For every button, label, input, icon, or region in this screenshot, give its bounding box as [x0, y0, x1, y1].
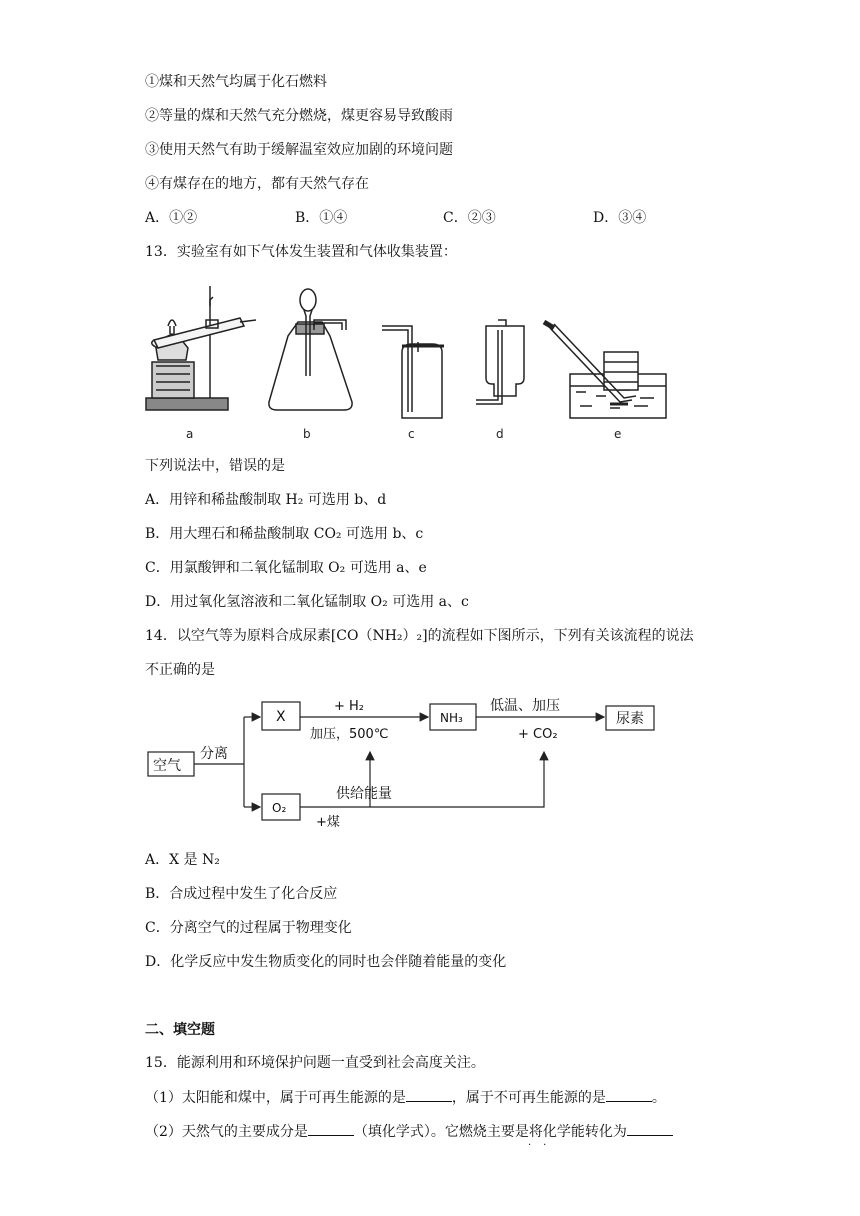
label-c: c	[408, 427, 415, 441]
label-e: e	[614, 427, 622, 441]
q12-option-b: B．①④	[295, 210, 348, 226]
apparatus-e	[544, 322, 666, 418]
q12-option-d: D．③④	[593, 210, 647, 226]
label-a: a	[186, 427, 194, 441]
q13-option-b: B．用大理石和稀盐酸制取 CO₂ 可选用 b、c	[145, 526, 424, 542]
text-condition: 加压，500℃	[310, 727, 389, 742]
text-x: X	[276, 709, 286, 725]
q15-part2	[145, 1121, 673, 1142]
apparatus-labels	[186, 427, 621, 441]
q13-option-d: D．用过氧化氢溶液和二氧化锰制取 O₂ 可选用 a、c	[145, 594, 469, 610]
text-plus-h2: + H₂	[334, 699, 365, 714]
apparatus-a	[146, 286, 256, 410]
q13-question: 下列说法中，错误的是	[145, 458, 285, 474]
text-energy: 供给能量	[336, 786, 392, 802]
q15-2a: （2）天然气的主要成分是	[145, 1124, 308, 1140]
q14-stem-line1: 14．以空气等为原料合成尿素[CO（NH₂）₂]的流程如下图所示，下列有关该流程的说法	[145, 628, 694, 644]
apparatus-d	[476, 320, 524, 404]
blank-formula[interactable]	[308, 1121, 354, 1136]
q15-1c: 。	[651, 1090, 666, 1106]
label-d: d	[496, 427, 504, 441]
q12-options	[145, 208, 705, 228]
q14-option-c: C．分离空气的过程属于物理变化	[145, 920, 352, 936]
text-separate: 分离	[200, 746, 228, 762]
text-plus-coal: +煤	[316, 815, 340, 830]
text-air: 空气	[153, 758, 181, 774]
q12-statement-3: ③使用天然气有助于缓解温室效应加剧的环境问题	[145, 142, 453, 158]
q13-option-a: A．用锌和稀盐酸制取 H₂ 可选用 b、d	[145, 492, 387, 508]
q12-statement-2: ②等量的煤和天然气充分燃烧，煤更容易导致酸雨	[145, 108, 453, 124]
section-heading: 二、填空题	[145, 1022, 215, 1038]
q12-statement-1: ①煤和天然气均属于化石燃料	[145, 74, 327, 90]
text-o2: O₂	[272, 801, 287, 815]
q14-option-a: A．X 是 N₂	[145, 852, 220, 868]
text-urea: 尿素	[616, 711, 644, 727]
text-plus-co2: + CO₂	[518, 727, 558, 742]
q12-option-c: C．②③	[443, 210, 496, 226]
q15-2b: （填化学式）。它燃烧主要是将化学能转化为	[353, 1124, 627, 1140]
blank-energy[interactable]	[627, 1121, 673, 1136]
apparatus-c	[382, 326, 444, 418]
q15-part1	[145, 1087, 666, 1108]
q12-statement-4: ④有煤存在的地方，都有天然气存在	[145, 176, 369, 192]
q14-stem-line2: 不正确的是	[145, 662, 215, 678]
emphasis-dots: ··	[528, 1140, 559, 1151]
q14-option-d: D．化学反应中发生物质变化的同时也会伴随着能量的变化	[145, 954, 507, 970]
blank-renewable[interactable]	[406, 1087, 452, 1102]
q13-option-c: C．用氯酸钾和二氧化锰制取 O₂ 可选用 a、e	[145, 560, 427, 576]
text-low-temp: 低温、加压	[490, 698, 560, 714]
blank-nonrenewable[interactable]	[606, 1087, 652, 1102]
apparatus-b	[269, 289, 352, 410]
q15-1b: ，属于不可再生能源的是	[451, 1090, 606, 1106]
q15-1a: （1）太阳能和煤中，属于可再生能源的是	[145, 1090, 406, 1106]
gas-apparatus-figure	[140, 282, 680, 447]
q13-stem: 13．实验室有如下气体发生装置和气体收集装置：	[145, 244, 457, 260]
q14-option-b: B．合成过程中发生了化合反应	[145, 886, 338, 902]
q15-stem: 15．能源利用和环境保护问题一直受到社会高度关注。	[145, 1055, 485, 1071]
text-nh3: NH₃	[440, 711, 463, 725]
label-b: b	[303, 427, 311, 441]
q12-option-a: A．①②	[145, 210, 198, 226]
urea-flow-diagram	[140, 690, 680, 835]
